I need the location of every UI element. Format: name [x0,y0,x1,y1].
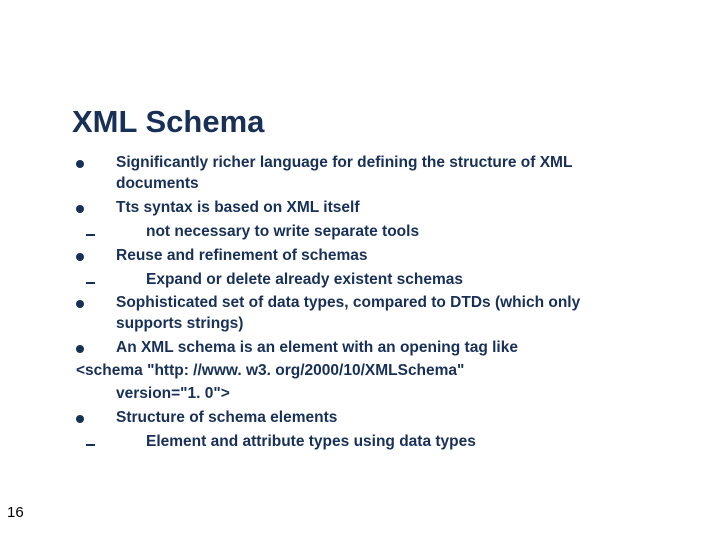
bullet-text: An XML schema is an element with an opening tag like [116,339,518,356]
dash-icon [86,444,95,446]
bullet-text: Structure of schema elements [116,409,338,426]
dash-icon [86,234,95,236]
sub-bullet-text: not necessary to write separate tools [146,223,420,240]
bullet-text: Significantly richer language for defining the structure of XML [116,154,573,171]
bullet-text: Reuse and refinement of schemas [116,247,368,264]
bullet-text-continuation: documents [116,175,199,192]
slide-title: XML Schema [72,104,265,139]
bullet-text: Tts syntax is based on XML itself [116,199,360,216]
page-number: 16 [7,504,24,521]
sub-bullet-text: Expand or delete already existent schemas [146,271,464,288]
bullet-icon [76,345,84,353]
bullet-text-continuation: supports strings) [116,315,244,332]
bullet-icon [76,160,84,168]
dash-icon [86,282,95,284]
sub-bullet-text: Element and attribute types using data types [146,433,476,450]
bullet-icon [76,205,84,213]
bullet-icon [76,300,84,308]
code-line: version="1. 0"> [116,385,230,402]
bullet-icon [76,415,84,423]
bullet-text: Sophisticated set of data types, compared to DTDs (which only [116,294,581,311]
code-line: <schema "http: //www. w3. org/2000/10/XMLSchema" [76,362,465,379]
bullet-icon [76,253,84,261]
